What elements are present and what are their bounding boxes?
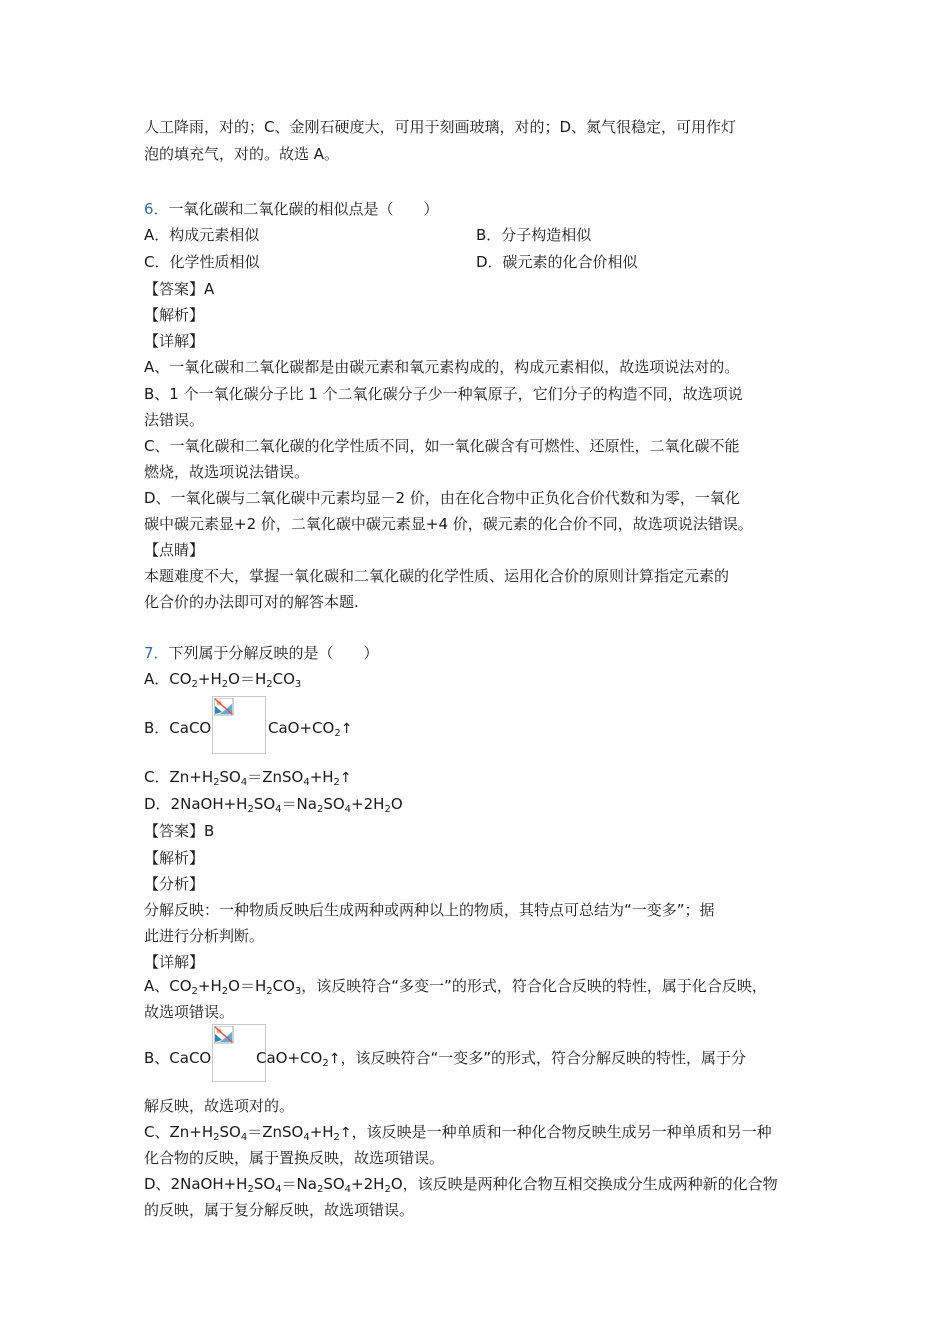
text-line: 故选项错误。	[144, 1003, 235, 1021]
answer-label: 【答案】A	[144, 280, 215, 298]
text-line: 此进行分析判断。	[144, 927, 265, 945]
option-d: D．碳元素的化合价相似	[476, 253, 638, 271]
text-line: B、1 个一氧化碳分子比 1 个二氧化碳分子少一种氧原子，它们分子的构造不同，故选项说	[144, 385, 743, 403]
text-line: 碳中碳元素显+2 价，二氧化碳中碳元素显+4 价，碳元素的化合价不同，故选项说法错误。	[144, 515, 753, 533]
text-line: 本题难度不大，掌握一氧化碳和二氧化碳的化学性质、运用化合价的原则计算指定元素的	[144, 567, 730, 585]
text-line: 法错误。	[144, 411, 205, 429]
broken-image-icon	[214, 698, 234, 716]
option-c: C．$Zn+H_2SO_4=ZnSO_4+H_2↑$	[144, 768, 352, 788]
question-text: 一氧化碳和二氧化碳的相似点是（ ）	[168, 200, 439, 218]
option-row	[144, 225, 794, 245]
text-line: 分解反映：一种物质反映后生成两种或两种以上的物质，其特点可总结为“一变多”；据	[144, 901, 715, 919]
text-line: $CaO+CO_2↑$，该反映符合“一变多”的形式，符合分解反映的特性，属于分	[256, 1049, 746, 1069]
question-7-stem	[144, 643, 379, 663]
text-line: D、一氧化碳与二氧化碳中元素均显－2 价，由在化合物中正负化合价代数和为零，一氧化	[144, 489, 740, 507]
text-line: 化合价的办法即可对的解答本题.	[144, 593, 359, 611]
text-line: A、一氧化碳和二氧化碳都是由碳元素和氧元素构成的，构成元素相似，故选项说法对的。	[144, 358, 740, 376]
text-line: B、CaCO	[144, 1049, 212, 1067]
question-number: 7．	[144, 644, 169, 662]
detail-label: 【详解】	[144, 953, 205, 971]
option-a: A．$CO_2+H_2O=H_2CO_3$	[144, 670, 302, 690]
text-line: C、一氧化碳和二氧化碳的化学性质不同，如一氧化碳含有可燃性、还原性，二氧化碳不能	[144, 437, 740, 455]
text-line: D、$2NaOH+H_2SO_4=Na_2SO_4+2H_2O$，该反映是两种化合物互相交换成分生成两种新的化合物	[144, 1175, 778, 1195]
analysis-sub-label: 【分析】	[144, 875, 205, 893]
answer-label: 【答案】B	[144, 822, 215, 840]
question-number: 6．	[144, 200, 169, 218]
text-line: 泡的填充气，对的。故选 A。	[144, 145, 340, 163]
option-a: A．构成元素相似	[144, 226, 260, 244]
broken-image-placeholder	[212, 696, 266, 754]
broken-image-icon	[214, 1026, 234, 1044]
question-6-stem	[144, 199, 439, 219]
detail-label: 【详解】	[144, 332, 205, 350]
text-line: 的反映，属于复分解反映，故选项错误。	[144, 1201, 415, 1219]
tip-label: 【点睛】	[144, 541, 205, 559]
text-line: C、$Zn+H_2SO_4=ZnSO_4+H_2↑$，该反映是一种单质和一种化合物反映生成另一种单质和另一种	[144, 1123, 772, 1143]
text-line: 燃烧，故选项说法错误。	[144, 463, 310, 481]
analysis-label: 【解析】	[144, 849, 205, 867]
option-b: B．分子构造相似	[476, 226, 592, 244]
text-line: 化合物的反映，属于置换反映，故选项错误。	[144, 1149, 445, 1167]
option-c: C．化学性质相似	[144, 253, 260, 271]
text-line: A、$CO_2+H_2O=H_2CO_3$，该反映符合“多变一”的形式，符合化合反映的特性，属于化合反映，	[144, 977, 767, 997]
text-line: 解反映，故选项对的。	[144, 1097, 295, 1115]
option-row	[144, 252, 794, 272]
option-d: D．$2NaOH+H_2SO_4=Na_2SO_4+2H_2O$	[144, 795, 403, 815]
analysis-label: 【解析】	[144, 306, 205, 324]
question-text: 下列属于分解反映的是（ ）	[168, 644, 379, 662]
option-b: B．CaCO	[144, 719, 212, 737]
text-line: 人工降雨，对的；C、金刚石硬度大，可用于刻画玻璃，对的；D、氮气很稳定，可用作灯	[144, 118, 737, 136]
option-b-products: $CaO+CO_2↑$	[268, 719, 353, 739]
